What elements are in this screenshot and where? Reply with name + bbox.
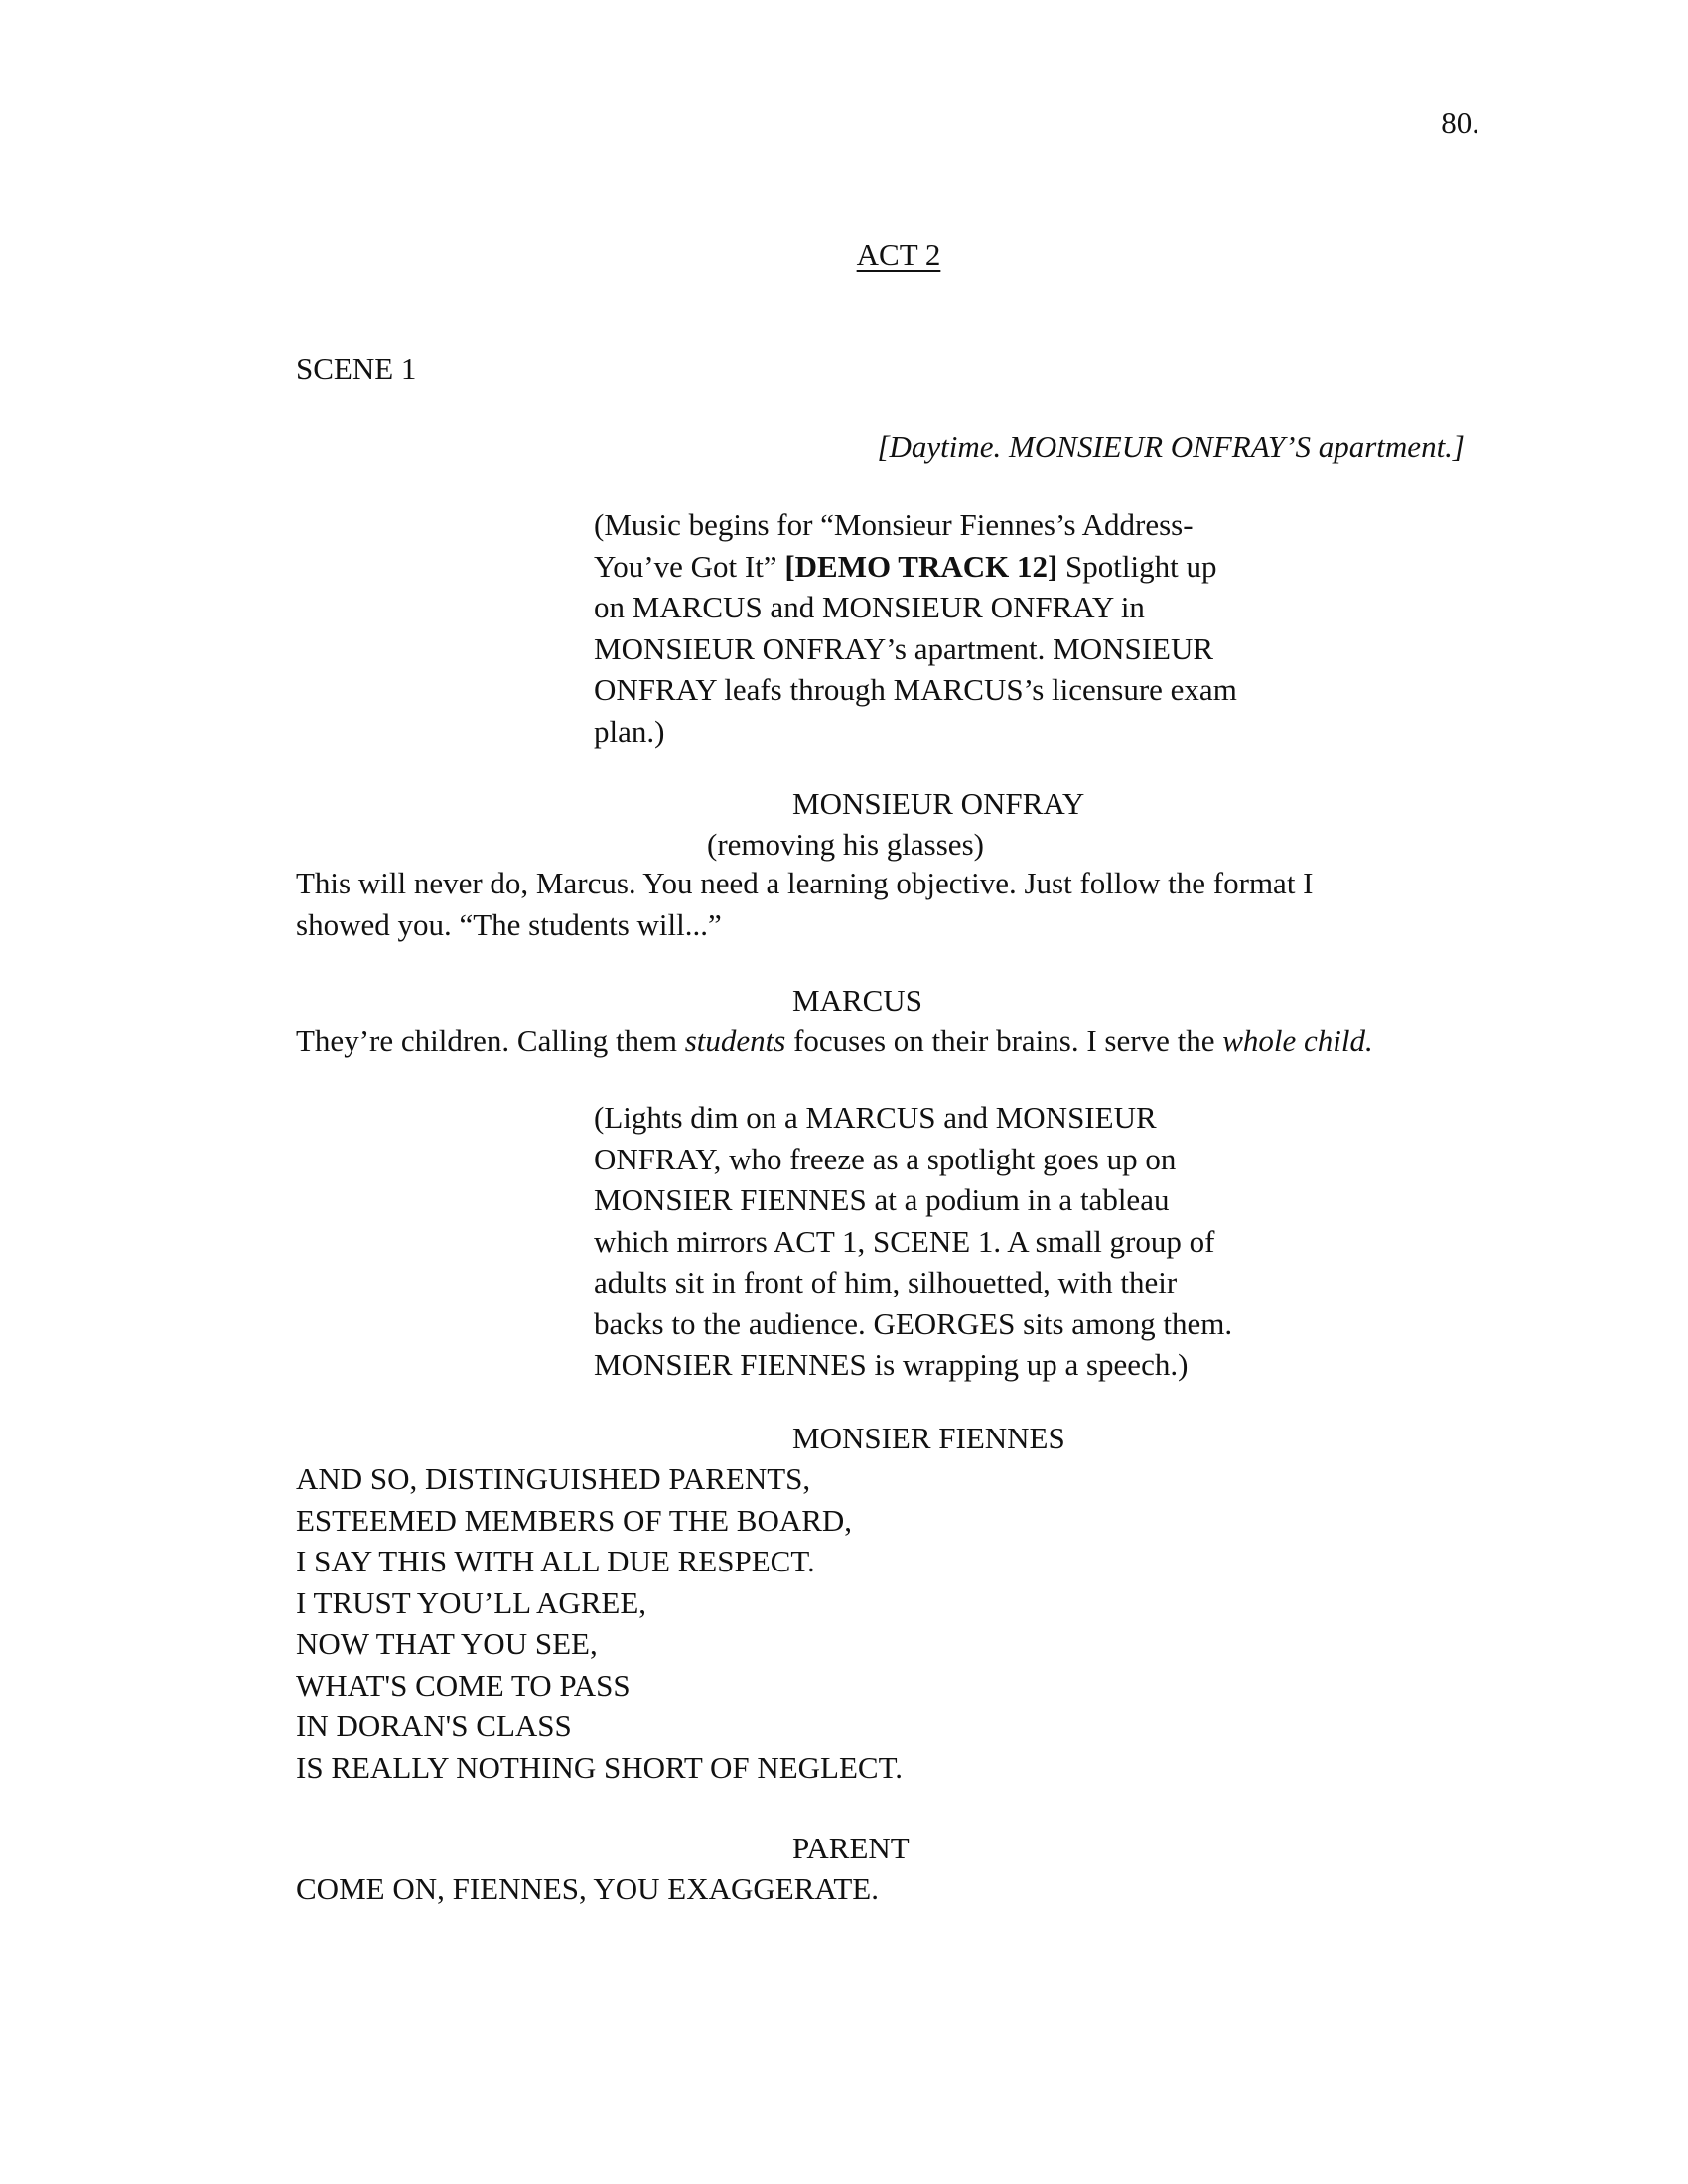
scene-heading: SCENE 1	[296, 351, 417, 386]
stage-direction-line: MONSIEUR ONFRAY’s apartment. MONSIEUR	[594, 630, 1214, 666]
page-number: 80.	[1441, 105, 1479, 140]
stage-direction-line: MONSIER FIENNES at a podium in a tableau	[594, 1182, 1170, 1217]
lyric-line: AND SO, DISTINGUISHED PARENTS,	[296, 1461, 811, 1496]
stage-direction-line	[594, 546, 1309, 588]
stage-direction-line: plan.)	[594, 713, 665, 749]
dialogue-line: showed you. “The students will...”	[296, 906, 722, 942]
stage-direction-line: (Lights dim on a MARCUS and MONSIEUR	[594, 1100, 1157, 1135]
stage-direction-line: backs to the audience. GEORGES sits among them.	[594, 1305, 1233, 1341]
stage-direction-line: ONFRAY, who freeze as a spotlight goes up on	[594, 1141, 1177, 1176]
character-name-onfray: MONSIEUR ONFRAY	[792, 786, 1085, 821]
stage-direction-text: Spotlight up	[1057, 548, 1217, 584]
parenthetical: (removing his glasses)	[707, 827, 984, 862]
lyric-line: IN DORAN'S CLASS	[296, 1708, 572, 1743]
stage-direction-line: on MARCUS and MONSIEUR ONFRAY in	[594, 590, 1145, 624]
dialogue-text: focuses on their brains. I serve the	[785, 1024, 1223, 1058]
lyric-line: I TRUST YOU’LL AGREE,	[296, 1584, 647, 1620]
dialogue-line	[296, 1021, 1468, 1062]
act-heading	[0, 234, 1688, 276]
stage-direction-text: You’ve Got It”	[594, 548, 785, 584]
stage-direction-1	[594, 504, 1309, 751]
stage-direction-line: MONSIER FIENNES is wrapping up a speech.)	[594, 1347, 1189, 1382]
emphasis-text: whole child.	[1222, 1024, 1373, 1058]
act-heading-text: ACT 2	[856, 237, 941, 272]
lyric-line: WHAT'S COME TO PASS	[296, 1667, 631, 1703]
dialogue-onfray	[296, 863, 1468, 945]
character-name-marcus: MARCUS	[792, 983, 922, 1018]
stage-direction-line: adults sit in front of him, silhouetted, with their	[594, 1265, 1178, 1299]
lyric-line: IS REALLY NOTHING SHORT OF NEGLECT.	[296, 1749, 903, 1785]
lyric-line: I SAY THIS WITH ALL DUE RESPECT.	[296, 1544, 815, 1578]
stage-direction-line: (Music begins for “Monsieur Fiennes’s Address-	[594, 507, 1194, 542]
stage-direction-2	[594, 1097, 1309, 1386]
lyrics-fiennes	[296, 1458, 1468, 1788]
lyrics-parent	[296, 1868, 1468, 1910]
lyric-line: COME ON, FIENNES, YOU EXAGGERATE.	[296, 1871, 879, 1906]
dialogue-marcus	[296, 1021, 1468, 1062]
dialogue-text: They’re children. Calling them	[296, 1024, 685, 1058]
lyric-line: ESTEEMED MEMBERS OF THE BOARD,	[296, 1502, 853, 1538]
emphasis-text: students	[684, 1024, 786, 1058]
dialogue-line: This will never do, Marcus. You need a learning objective. Just follow the format I	[296, 866, 1314, 900]
setting-direction: [Daytime. MONSIEUR ONFRAY’S apartment.]	[877, 429, 1465, 464]
stage-direction-line: ONFRAY leafs through MARCUS’s licensure exam	[594, 672, 1237, 707]
lyric-line: NOW THAT YOU SEE,	[296, 1626, 598, 1661]
demo-track-label: [DEMO TRACK 12]	[784, 548, 1058, 584]
stage-direction-line: which mirrors ACT 1, SCENE 1. A small group of	[594, 1223, 1215, 1259]
character-name-fiennes: MONSIER FIENNES	[792, 1421, 1065, 1455]
character-name-parent: PARENT	[792, 1831, 910, 1865]
